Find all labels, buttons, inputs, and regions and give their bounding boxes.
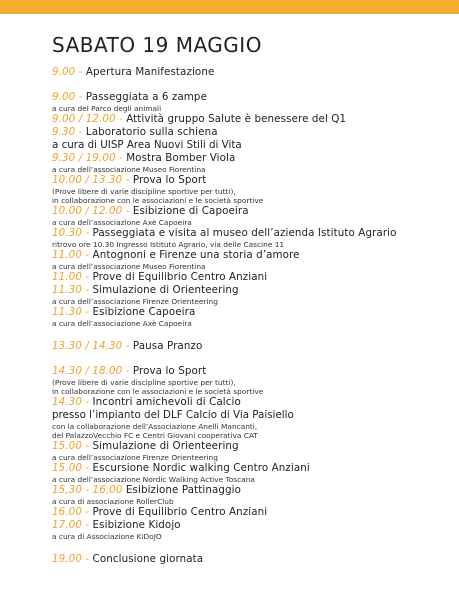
event-title: Pausa Pranzo — [132, 340, 203, 352]
page-title: SABATO 19 MAGGIO — [52, 33, 262, 57]
schedule-item — [52, 91, 452, 113]
schedule-item-line — [52, 205, 452, 218]
schedule-item — [52, 284, 452, 306]
schedule-item-line — [52, 271, 452, 284]
schedule-item — [52, 205, 452, 227]
schedule-item — [52, 440, 452, 462]
event-time: 19.00 — [52, 553, 82, 565]
event-time: 15.00 — [52, 440, 82, 452]
schedule-item — [52, 484, 452, 506]
schedule-item — [52, 306, 452, 328]
schedule-item — [52, 271, 452, 284]
schedule-item-line — [52, 519, 452, 532]
schedule-item — [52, 174, 452, 205]
schedule-item-line — [52, 284, 452, 297]
event-detail: a cura di Associazione KiDoJO — [52, 532, 162, 541]
schedule-item — [52, 227, 452, 249]
schedule-item — [52, 553, 452, 566]
schedule-item-line — [52, 396, 452, 409]
event-detail: a cura dell’associazione Firenze Orienteering — [52, 297, 218, 306]
event-time: 11.30 — [52, 306, 82, 318]
event-title: Apertura Manifestazione — [85, 66, 215, 78]
schedule-item-line — [52, 152, 452, 165]
program-schedule — [52, 32, 452, 566]
event-time: 9.00 — [52, 66, 76, 78]
time-separator: - — [122, 174, 133, 186]
time-separator: - — [81, 440, 93, 452]
event-detail: a cura dell’associazione Museo Fiorentina — [52, 165, 206, 174]
event-time: 17.00 — [52, 519, 82, 531]
event-detail: del PalazzoVecchio FC e Centri Giovani cooperativa CAT — [52, 431, 258, 440]
event-detail: a cura dell’associazione Axè Capoeira — [52, 218, 192, 227]
event-title: Laboratorio sulla schiena — [85, 126, 218, 138]
event-detail: a cura di associazione RollerClub — [52, 497, 174, 506]
schedule-item — [52, 340, 452, 353]
schedule-item — [52, 506, 452, 519]
event-detail: in collaborazione con le associazioni e le società sportive — [52, 196, 264, 205]
event-time: 16.00 — [52, 506, 82, 518]
event-title: Simulazione di Orienteering — [92, 284, 239, 296]
schedule-item — [52, 365, 452, 396]
event-title: Prova lo Sport — [132, 365, 207, 377]
event-detail: a cura del Parco degli animali — [52, 104, 162, 113]
event-title: Prove di Equilibrio Centro Anziani — [92, 271, 268, 283]
event-time: 15.00 — [52, 462, 82, 474]
event-time: 13.30 / 14.30 — [52, 340, 123, 352]
time-separator: - — [81, 227, 93, 239]
schedule-item — [52, 66, 452, 79]
schedule-item-line — [52, 365, 452, 378]
time-separator: - — [81, 506, 93, 518]
time-separator: - — [115, 113, 127, 125]
time-separator: - — [81, 306, 93, 318]
schedule-item-line — [52, 462, 452, 475]
event-title: Prova lo Sport — [132, 174, 207, 186]
schedule-item — [52, 113, 452, 126]
schedule-item-line — [52, 91, 452, 104]
event-time: 9.00 — [52, 91, 76, 103]
time-separator: - — [122, 365, 133, 377]
time-separator: - — [122, 205, 133, 217]
event-detail: a cura dell’associazione Axè Capoeira — [52, 319, 192, 328]
event-detail: a cura dell’associazione Nordic Walking Active Toscana — [52, 475, 255, 484]
time-separator: - — [81, 519, 93, 531]
schedule-item-line — [52, 126, 452, 139]
event-time: 9.30 / 19.00 — [52, 152, 116, 164]
event-title: Antognoni e Firenze una storia d’amore — [92, 249, 300, 261]
event-time: 11.30 — [52, 284, 82, 296]
schedule-item — [52, 249, 452, 271]
event-title: Simulazione di Orienteering — [92, 440, 239, 452]
event-title: Passeggiata e visita al museo dell’azienda Istituto Agrario — [92, 227, 397, 239]
schedule-item-line — [52, 484, 452, 497]
event-title: Esibizione di Capoeira — [132, 205, 249, 217]
event-detail: ritrovo ore 10.30 Ingresso Istituto Agrario, via delle Cascine 11 — [52, 240, 285, 249]
event-title: Mostra Bomber Viola — [126, 152, 236, 164]
event-time: 10.30 — [52, 227, 82, 239]
event-detail: presso l’impianto del DLF Calcio di Via Paisiello — [52, 409, 294, 421]
schedule-item — [52, 396, 452, 440]
event-time: 14.30 / 18.00 — [52, 365, 123, 377]
event-title: Attività gruppo Salute è benessere del Q1 — [126, 113, 347, 125]
schedule-item — [52, 126, 452, 152]
schedule-item — [52, 152, 452, 174]
event-detail: in collaborazione con le associazioni e le società sportive — [52, 387, 264, 396]
event-time: 10.00 / 13.30 — [52, 174, 123, 186]
schedule-item-line — [52, 553, 452, 566]
event-detail: (Prove libere di varie discipline sportive per tutti), — [52, 187, 236, 196]
event-detail: a cura dell’associazione Museo Fiorentina — [52, 262, 206, 271]
schedule-item — [52, 519, 452, 541]
schedule-item-line — [52, 440, 452, 453]
time-separator: - — [81, 396, 93, 408]
time-separator: - — [75, 91, 86, 103]
schedule-item-line — [52, 306, 452, 319]
schedule-item-line — [52, 506, 452, 519]
time-separator: - — [75, 126, 86, 138]
event-title: Escursione Nordic walking Centro Anziani — [92, 462, 310, 474]
event-time: 10.00 / 12.00 — [52, 205, 123, 217]
event-time: 11.00 — [52, 271, 82, 283]
schedule-item-line — [52, 66, 452, 79]
event-detail: (Prove libere di varie discipline sportive per tutti), — [52, 378, 236, 387]
event-title: Esibizione Capoeira — [92, 306, 196, 318]
event-detail: a cura dell’associazione Firenze Orienteering — [52, 453, 218, 462]
event-time: 11.00 — [52, 249, 82, 261]
event-title: Passeggiata a 6 zampe — [85, 91, 207, 103]
time-separator: - — [81, 462, 93, 474]
time-separator: - — [81, 271, 93, 283]
time-separator: - — [81, 553, 93, 565]
event-title: Esibizione Pattinaggio — [125, 484, 241, 496]
event-detail: con la collaborazione dell’Associazione Anelli Mancanti, — [52, 422, 258, 431]
schedule-item-line — [52, 113, 452, 126]
schedule-item-line — [52, 340, 452, 353]
event-detail: a cura di UISP Area Nuovi Stili di Vita — [52, 139, 242, 151]
event-title: Esibizione Kidojo — [92, 519, 181, 531]
time-separator: - — [122, 340, 133, 352]
time-separator: - — [81, 284, 93, 296]
time-separator: - — [115, 152, 127, 164]
top-accent-bar — [0, 0, 459, 14]
event-list — [52, 66, 452, 566]
event-title: Conclusione giornata — [92, 553, 204, 565]
event-time: 9.30 — [52, 126, 76, 138]
event-time: 14.30 — [52, 396, 82, 408]
schedule-item — [52, 462, 452, 484]
schedule-item-line — [52, 249, 452, 262]
event-time: 9.00 / 12.00 — [52, 113, 116, 125]
schedule-item-line — [52, 227, 452, 240]
time-separator: - — [75, 66, 86, 78]
event-title: Prove di Equilibrio Centro Anziani — [92, 506, 268, 518]
event-title: Incontri amichevoli di Calcio — [92, 396, 241, 408]
event-time: 15,30 - 16,00 — [52, 484, 123, 496]
schedule-item-line — [52, 174, 452, 187]
time-separator: - — [81, 249, 93, 261]
